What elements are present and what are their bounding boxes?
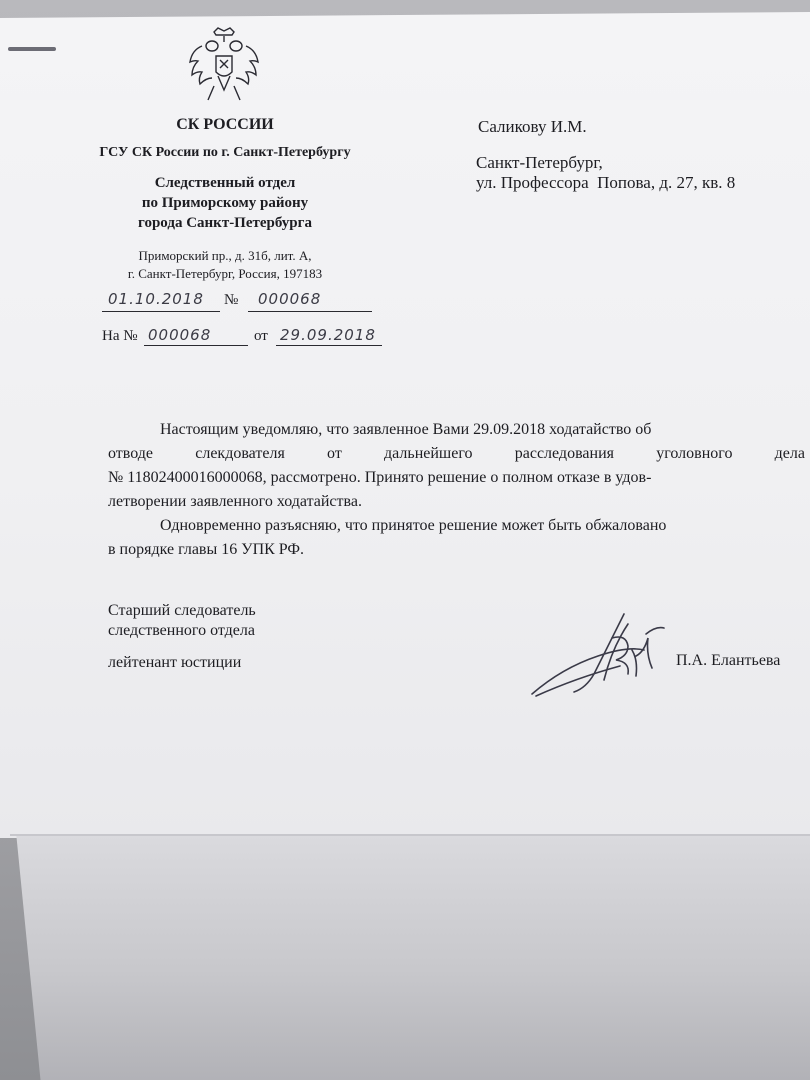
address-line-2: г. Санкт-Петербург, Россия, 197183 <box>127 266 323 281</box>
outgoing-date: 01.10.2018 <box>108 290 204 308</box>
reply-date: 29.09.2018 <box>280 326 376 344</box>
number-sign: № <box>224 292 239 308</box>
org-subtitle: ГСУ СК России по г. Санкт-Петербургу <box>99 145 351 160</box>
signer-title-line-1: Старший следователь <box>108 602 256 619</box>
org-main-title: СК РОССИИ <box>176 116 274 133</box>
reply-date-underline <box>276 345 382 346</box>
body-paragraph-1-line-3: № 11802400016000068, рассмотрено. Принято решение о полном отказе в удов- <box>108 469 652 486</box>
coat-of-arms-icon <box>188 26 260 104</box>
body-paragraph-2-line-1: Одновременно разъясняю, что принятое решение может быть обжаловано <box>160 517 667 534</box>
body-paragraph-1-line-2: отводе слекдователя от дальнейшего расследования уголовного дела <box>108 445 805 462</box>
number-underline <box>248 311 372 312</box>
dept-line-1: Следственный отдел <box>154 175 296 191</box>
from-label: от <box>254 328 268 344</box>
signer-name: П.А. Елантьева <box>676 652 781 669</box>
recipient-name: Саликову И.М. <box>478 117 587 136</box>
reply-number-underline <box>144 345 248 346</box>
body-paragraph-2-line-2: в порядке главы 16 УПК РФ. <box>108 541 305 558</box>
underlying-page <box>0 834 810 1080</box>
signer-title-line-2: следственного отдела <box>108 622 255 639</box>
body-paragraph-1-line-4: летворении заявленного ходатайства. <box>108 493 362 510</box>
outgoing-number: 000068 <box>258 290 322 308</box>
body-paragraph-1-line-1: Настоящим уведомляю, что заявленное Вами 29.09.2018 ходатайство об <box>160 421 652 438</box>
reply-label: На № <box>102 328 138 344</box>
dept-line-2: по Приморскому району <box>141 195 309 211</box>
signer-rank: лейтенант юстиции <box>108 654 242 671</box>
recipient-city: Санкт-Петербург, <box>476 153 603 172</box>
date-underline <box>102 311 220 312</box>
pen-mark <box>8 47 56 51</box>
reply-number: 000068 <box>148 326 212 344</box>
handwritten-signature-icon <box>528 610 668 702</box>
dept-line-3: города Санкт-Петербурга <box>138 215 312 231</box>
recipient-street: ул. Профессора Попова, д. 27, кв. 8 <box>476 173 736 192</box>
address-line-1: Приморский пр., д. 31б, лит. А, <box>138 248 312 263</box>
paper-edge <box>10 834 810 836</box>
